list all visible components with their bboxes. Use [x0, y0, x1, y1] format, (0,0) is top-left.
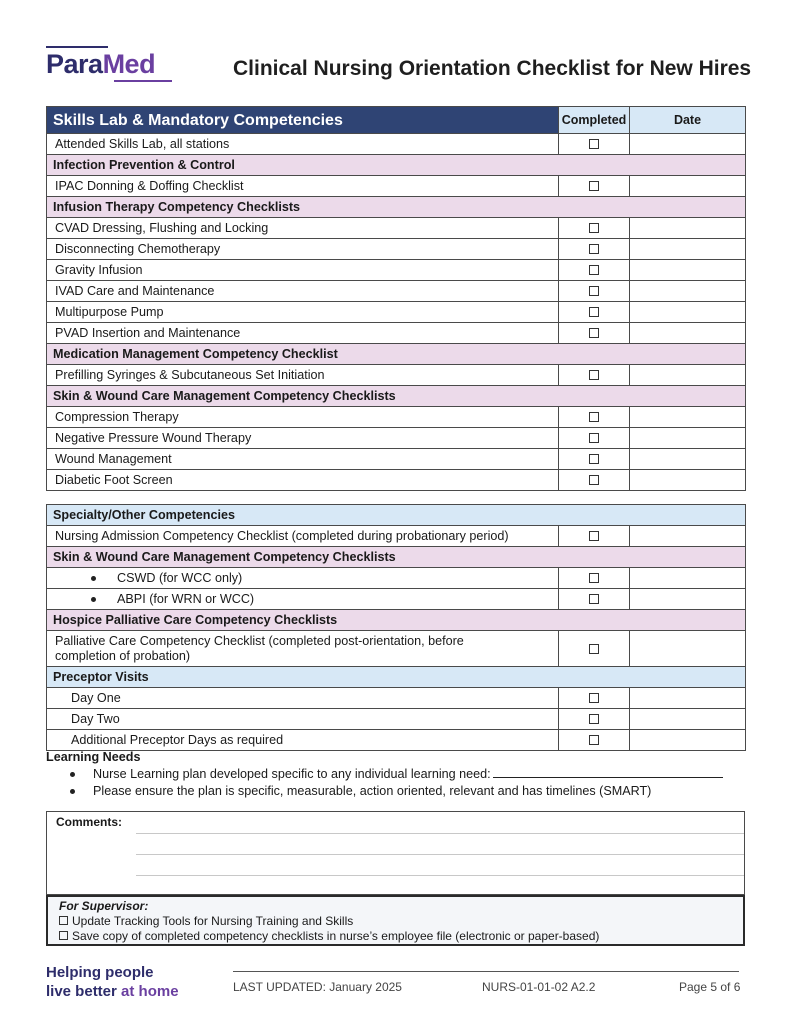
date-cell[interactable]: [630, 428, 746, 449]
row-label: Day Two: [47, 709, 559, 730]
logo-bottom-bar: [114, 80, 172, 82]
checkbox-icon[interactable]: [589, 370, 599, 380]
table-row: [47, 176, 746, 197]
section-label: Specialty/Other Competencies: [47, 505, 746, 526]
date-cell[interactable]: [630, 589, 746, 610]
learning-need-blank-field[interactable]: [493, 766, 723, 778]
row-label: Additional Preceptor Days as required: [47, 730, 559, 751]
row-label: PVAD Insertion and Maintenance: [47, 323, 559, 344]
row-label: Palliative Care Competency Checklist (completed post-orientation, before completion of probation): [47, 631, 559, 667]
checkbox-icon[interactable]: [589, 644, 599, 654]
table-row: [47, 323, 746, 344]
skills-lab-table: [46, 106, 746, 491]
completed-checkbox-cell[interactable]: [559, 589, 630, 610]
completed-checkbox-cell[interactable]: [559, 470, 630, 491]
row-label: ABPI (for WRN or WCC): [117, 591, 255, 606]
comment-line: [136, 875, 744, 876]
tagline-highlight: at home: [121, 983, 179, 1000]
logo-med: Med: [102, 49, 156, 79]
section-row: [47, 197, 746, 218]
date-column-header: Date: [630, 107, 746, 134]
completed-checkbox-cell[interactable]: [559, 407, 630, 428]
table-row: [47, 470, 746, 491]
paramed-logo: [46, 44, 172, 84]
section-row: [47, 547, 746, 568]
completed-checkbox-cell[interactable]: [559, 449, 630, 470]
date-cell[interactable]: [630, 323, 746, 344]
checkbox-icon[interactable]: [589, 573, 599, 583]
table-row: [47, 526, 746, 547]
learning-needs-title: Learning Needs: [46, 750, 141, 764]
table-header-title: Skills Lab & Mandatory Competencies: [47, 107, 559, 134]
table-row: [47, 239, 746, 260]
table-row: [47, 218, 746, 239]
section-row: [47, 344, 746, 365]
section-label: Hospice Palliative Care Competency Checklists: [47, 610, 746, 631]
completed-checkbox-cell[interactable]: [559, 260, 630, 281]
bullet-icon: [91, 597, 96, 602]
learning-needs-text: Please ensure the plan is specific, measurable, action oriented, relevant and has timelines (SMART): [93, 784, 652, 798]
checkbox-icon[interactable]: [589, 412, 599, 422]
completed-checkbox-cell[interactable]: [559, 730, 630, 751]
tagline-line2-text: live better: [46, 983, 122, 1000]
supervisor-box: [46, 895, 745, 946]
date-cell[interactable]: [630, 365, 746, 386]
checkbox-icon[interactable]: [589, 139, 599, 149]
supervisor-item: [59, 914, 743, 929]
table-row: [47, 709, 746, 730]
section-label: Infusion Therapy Competency Checklists: [47, 197, 746, 218]
table-row: [47, 428, 746, 449]
completed-checkbox-cell[interactable]: [559, 281, 630, 302]
tagline-line1: Helping people: [46, 964, 154, 981]
row-label: Negative Pressure Wound Therapy: [47, 428, 559, 449]
checkbox-icon[interactable]: [589, 594, 599, 604]
bullet-icon: [91, 576, 96, 581]
row-label: Compression Therapy: [47, 407, 559, 428]
completed-checkbox-cell[interactable]: [559, 631, 630, 667]
checkbox-icon[interactable]: [589, 181, 599, 191]
comment-line: [136, 833, 744, 834]
row-label: Day One: [47, 688, 559, 709]
checkbox-icon[interactable]: [59, 916, 68, 925]
section-label: Preceptor Visits: [47, 667, 746, 688]
date-cell[interactable]: [630, 730, 746, 751]
completed-checkbox-cell[interactable]: [559, 134, 630, 155]
footer-divider: [233, 971, 739, 972]
completed-checkbox-cell[interactable]: [559, 688, 630, 709]
supervisor-item: [59, 929, 743, 944]
completed-checkbox-cell[interactable]: [559, 323, 630, 344]
table-row: [47, 134, 746, 155]
checkbox-icon[interactable]: [589, 244, 599, 254]
checkbox-icon[interactable]: [589, 714, 599, 724]
row-label: Attended Skills Lab, all stations: [47, 134, 559, 155]
checkbox-icon[interactable]: [589, 531, 599, 541]
date-cell[interactable]: [630, 449, 746, 470]
footer-tagline: [46, 963, 179, 1001]
learning-needs-item: [70, 783, 723, 800]
checkbox-icon[interactable]: [589, 223, 599, 233]
logo-top-bar: [46, 46, 108, 48]
table-row: [47, 688, 746, 709]
bullet-row-label: [47, 589, 559, 610]
checkbox-icon[interactable]: [589, 433, 599, 443]
row-label: Diabetic Foot Screen: [47, 470, 559, 491]
section-row: [47, 386, 746, 407]
table-row: [47, 631, 746, 667]
logo-para: Para: [46, 49, 103, 79]
document-code: NURS-01-01-02 A2.2: [482, 980, 596, 994]
specialty-table: [46, 504, 746, 751]
date-cell[interactable]: [630, 568, 746, 589]
section-row: [47, 505, 746, 526]
page-number: Page 5 of 6: [679, 980, 741, 994]
completed-checkbox-cell[interactable]: [559, 176, 630, 197]
supervisor-item-label: Update Tracking Tools for Nursing Training and Skills: [72, 914, 354, 928]
comments-box[interactable]: [46, 811, 745, 895]
bullet-row-label: [47, 568, 559, 589]
date-cell[interactable]: [630, 281, 746, 302]
table-row: [47, 568, 746, 589]
section-row: [47, 155, 746, 176]
date-cell[interactable]: [630, 688, 746, 709]
row-label: Disconnecting Chemotherapy: [47, 239, 559, 260]
checkbox-icon[interactable]: [589, 265, 599, 275]
date-cell[interactable]: [630, 526, 746, 547]
row-label: Gravity Infusion: [47, 260, 559, 281]
learning-needs-text: Nurse Learning plan developed specific to any individual learning need:: [93, 767, 491, 781]
section-label: Skin & Wound Care Management Competency Checklists: [47, 386, 746, 407]
comments-label: Comments:: [56, 815, 123, 829]
date-cell[interactable]: [630, 631, 746, 667]
table-row: [47, 260, 746, 281]
completed-checkbox-cell[interactable]: [559, 239, 630, 260]
date-cell[interactable]: [630, 302, 746, 323]
completed-checkbox-cell[interactable]: [559, 526, 630, 547]
completed-column-header: Completed: [559, 107, 630, 134]
table-row: [47, 407, 746, 428]
section-label: Skin & Wound Care Management Competency Checklists: [47, 547, 746, 568]
checkbox-icon[interactable]: [589, 328, 599, 338]
row-label: Prefilling Syringes & Subcutaneous Set Initiation: [47, 365, 559, 386]
table-row: [47, 365, 746, 386]
row-label: CVAD Dressing, Flushing and Locking: [47, 218, 559, 239]
page-title: Clinical Nursing Orientation Checklist for New Hires: [233, 57, 752, 80]
date-cell[interactable]: [630, 134, 746, 155]
table-row: [47, 730, 746, 751]
learning-needs-list: [70, 766, 723, 800]
row-label: IVAD Care and Maintenance: [47, 281, 559, 302]
table-row: [47, 281, 746, 302]
table-row: [47, 302, 746, 323]
table-row: [47, 589, 746, 610]
completed-checkbox-cell[interactable]: [559, 302, 630, 323]
row-label: Multipurpose Pump: [47, 302, 559, 323]
section-row: [47, 667, 746, 688]
supervisor-item-label: Save copy of completed competency checklists in nurse’s employee file (electronic or paper-based): [72, 929, 600, 943]
supervisor-title: For Supervisor:: [59, 899, 149, 913]
date-cell[interactable]: [630, 260, 746, 281]
checkbox-icon[interactable]: [589, 286, 599, 296]
last-updated: LAST UPDATED: January 2025: [233, 980, 402, 994]
comment-line: [136, 854, 744, 855]
table-header-row: [47, 107, 746, 134]
tagline-line2: [46, 982, 179, 1001]
completed-checkbox-cell[interactable]: [559, 568, 630, 589]
section-row: [47, 610, 746, 631]
date-cell[interactable]: [630, 239, 746, 260]
date-cell[interactable]: [630, 218, 746, 239]
checkbox-icon[interactable]: [589, 735, 599, 745]
row-label: Nursing Admission Competency Checklist (completed during probationary period): [47, 526, 559, 547]
section-label: Medication Management Competency Checklist: [47, 344, 746, 365]
completed-checkbox-cell[interactable]: [559, 365, 630, 386]
completed-checkbox-cell[interactable]: [559, 428, 630, 449]
completed-checkbox-cell[interactable]: [559, 218, 630, 239]
date-cell[interactable]: [630, 176, 746, 197]
date-cell[interactable]: [630, 709, 746, 730]
date-cell[interactable]: [630, 470, 746, 491]
section-label: Infection Prevention & Control: [47, 155, 746, 176]
checkbox-icon[interactable]: [589, 693, 599, 703]
table-row: [47, 449, 746, 470]
checkbox-icon[interactable]: [589, 307, 599, 317]
row-label: Wound Management: [47, 449, 559, 470]
learning-needs-item: [70, 766, 723, 783]
date-cell[interactable]: [630, 407, 746, 428]
checkbox-icon[interactable]: [589, 454, 599, 464]
completed-checkbox-cell[interactable]: [559, 709, 630, 730]
row-label: IPAC Donning & Doffing Checklist: [47, 176, 559, 197]
checkbox-icon[interactable]: [59, 931, 68, 940]
checkbox-icon[interactable]: [589, 475, 599, 485]
row-label: CSWD (for WCC only): [117, 570, 243, 585]
